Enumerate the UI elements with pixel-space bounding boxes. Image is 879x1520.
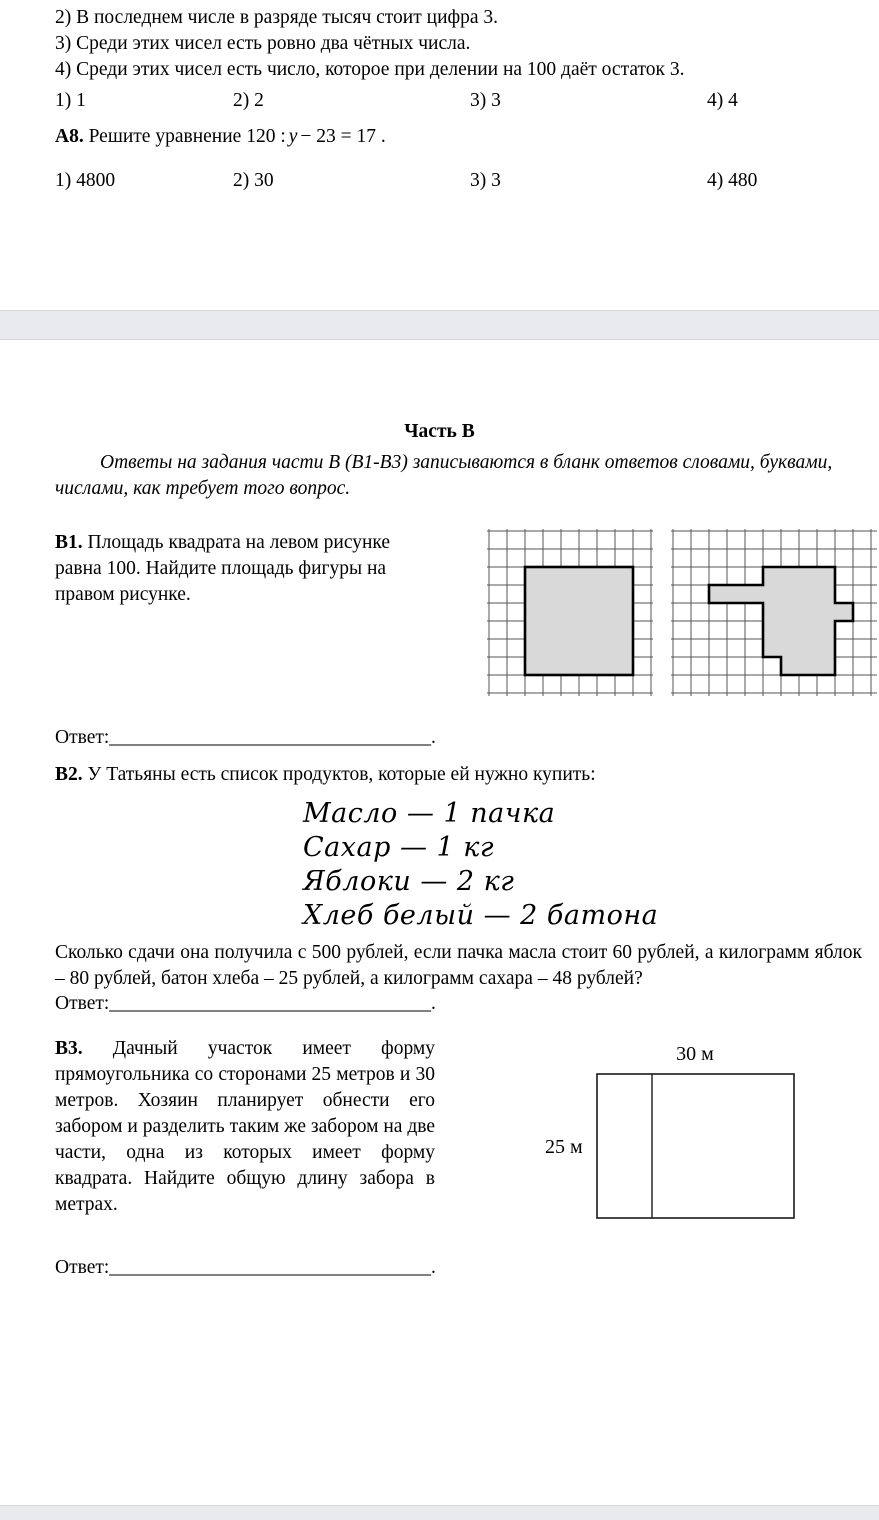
page-gap-separator-bottom bbox=[0, 1505, 879, 1520]
list-item: Хлеб белый — 2 батона bbox=[303, 900, 659, 931]
statement-line: 2) В последнем числе в разряде тысяч стоит цифра 3. bbox=[55, 7, 499, 28]
b3-plot-figure bbox=[535, 1038, 820, 1233]
task-label: В1. bbox=[55, 532, 83, 553]
statement-line: 3) Среди этих чисел есть ровно два чётных числа. bbox=[55, 33, 471, 54]
equation-post: − 23 = 17 . bbox=[300, 126, 386, 147]
task-label: В3. bbox=[55, 1038, 83, 1059]
options-row-a7 bbox=[0, 90, 879, 116]
option: 4) 480 bbox=[707, 170, 758, 191]
equation-pre: 120 : bbox=[246, 126, 286, 147]
task-text: Решите уравнение bbox=[88, 126, 242, 147]
option: 1) 1 bbox=[55, 90, 86, 111]
page-gap-separator bbox=[0, 310, 879, 340]
list-item: Яблоки — 2 кг bbox=[303, 866, 515, 897]
answer-blank: _________________________________. bbox=[109, 727, 436, 748]
part-b-intro: Ответы на задания части В (В1-В3) записываются в бланк ответов словами, буквами, числами, как требует того вопрос. bbox=[55, 452, 833, 499]
option: 2) 2 bbox=[233, 90, 264, 111]
list-item: Масло — 1 пачка bbox=[303, 798, 556, 829]
task-text: У Татьяны есть список продуктов, которые ей нужно купить: bbox=[87, 764, 596, 785]
option: 4) 4 bbox=[707, 90, 738, 111]
plot-width-label: 30 м bbox=[676, 1043, 714, 1065]
answer-blank: _________________________________. bbox=[109, 1257, 436, 1278]
shaded-square bbox=[525, 567, 633, 675]
b1-answer bbox=[55, 727, 436, 749]
task-statements bbox=[55, 5, 861, 83]
task-a8 bbox=[55, 126, 861, 148]
b2-answer bbox=[55, 993, 436, 1015]
list-item: Сахар — 1 кг bbox=[303, 832, 495, 863]
task-b3 bbox=[55, 1036, 435, 1218]
b1-right-grid-figure bbox=[671, 529, 877, 696]
option: 1) 4800 bbox=[55, 170, 116, 191]
equation-variable: y bbox=[288, 126, 298, 147]
plot-height-label: 25 м bbox=[545, 1136, 583, 1158]
options-row-a8 bbox=[0, 170, 879, 196]
statement-line: 4) Среди этих чисел есть число, которое при делении на 100 даёт остаток 3. bbox=[55, 59, 685, 80]
b3-answer bbox=[55, 1257, 436, 1279]
option: 3) 3 bbox=[470, 90, 501, 111]
task-label: В2. bbox=[55, 764, 83, 785]
shopping-list bbox=[303, 797, 658, 933]
task-b1 bbox=[55, 530, 427, 608]
task-b2 bbox=[55, 764, 861, 786]
answer-label: Ответ: bbox=[55, 1257, 110, 1278]
answer-blank: _________________________________. bbox=[109, 993, 436, 1014]
b2-question: Сколько сдачи она получила с 500 рублей, если пачка масла стоит 60 рублей, а килограмм яблок – 80 рублей, батон хлеба – 25 рублей, а килограмм сахара – 48 рублей? bbox=[55, 942, 862, 989]
task-text: Дачный участок имеет форму прямоугольника со сторонами 25 метров и 30 метров. Хозяин планирует обнести его забором и разделить таким же забором на две части, одна из которых имеет форму квадрата. Найдите общую длину забора в метрах. bbox=[55, 1038, 435, 1215]
option: 3) 3 bbox=[470, 170, 501, 191]
answer-label: Ответ: bbox=[55, 727, 110, 748]
part-b-title: Часть В bbox=[404, 421, 475, 442]
answer-label: Ответ: bbox=[55, 993, 110, 1014]
task-label: А8. bbox=[55, 126, 84, 147]
b1-left-grid-figure bbox=[487, 529, 653, 696]
plot-rectangle bbox=[597, 1074, 794, 1218]
option: 2) 30 bbox=[233, 170, 274, 191]
task-text: Площадь квадрата на левом рисунке равна 100. Найдите площадь фигуры на правом рисунке. bbox=[55, 532, 391, 605]
